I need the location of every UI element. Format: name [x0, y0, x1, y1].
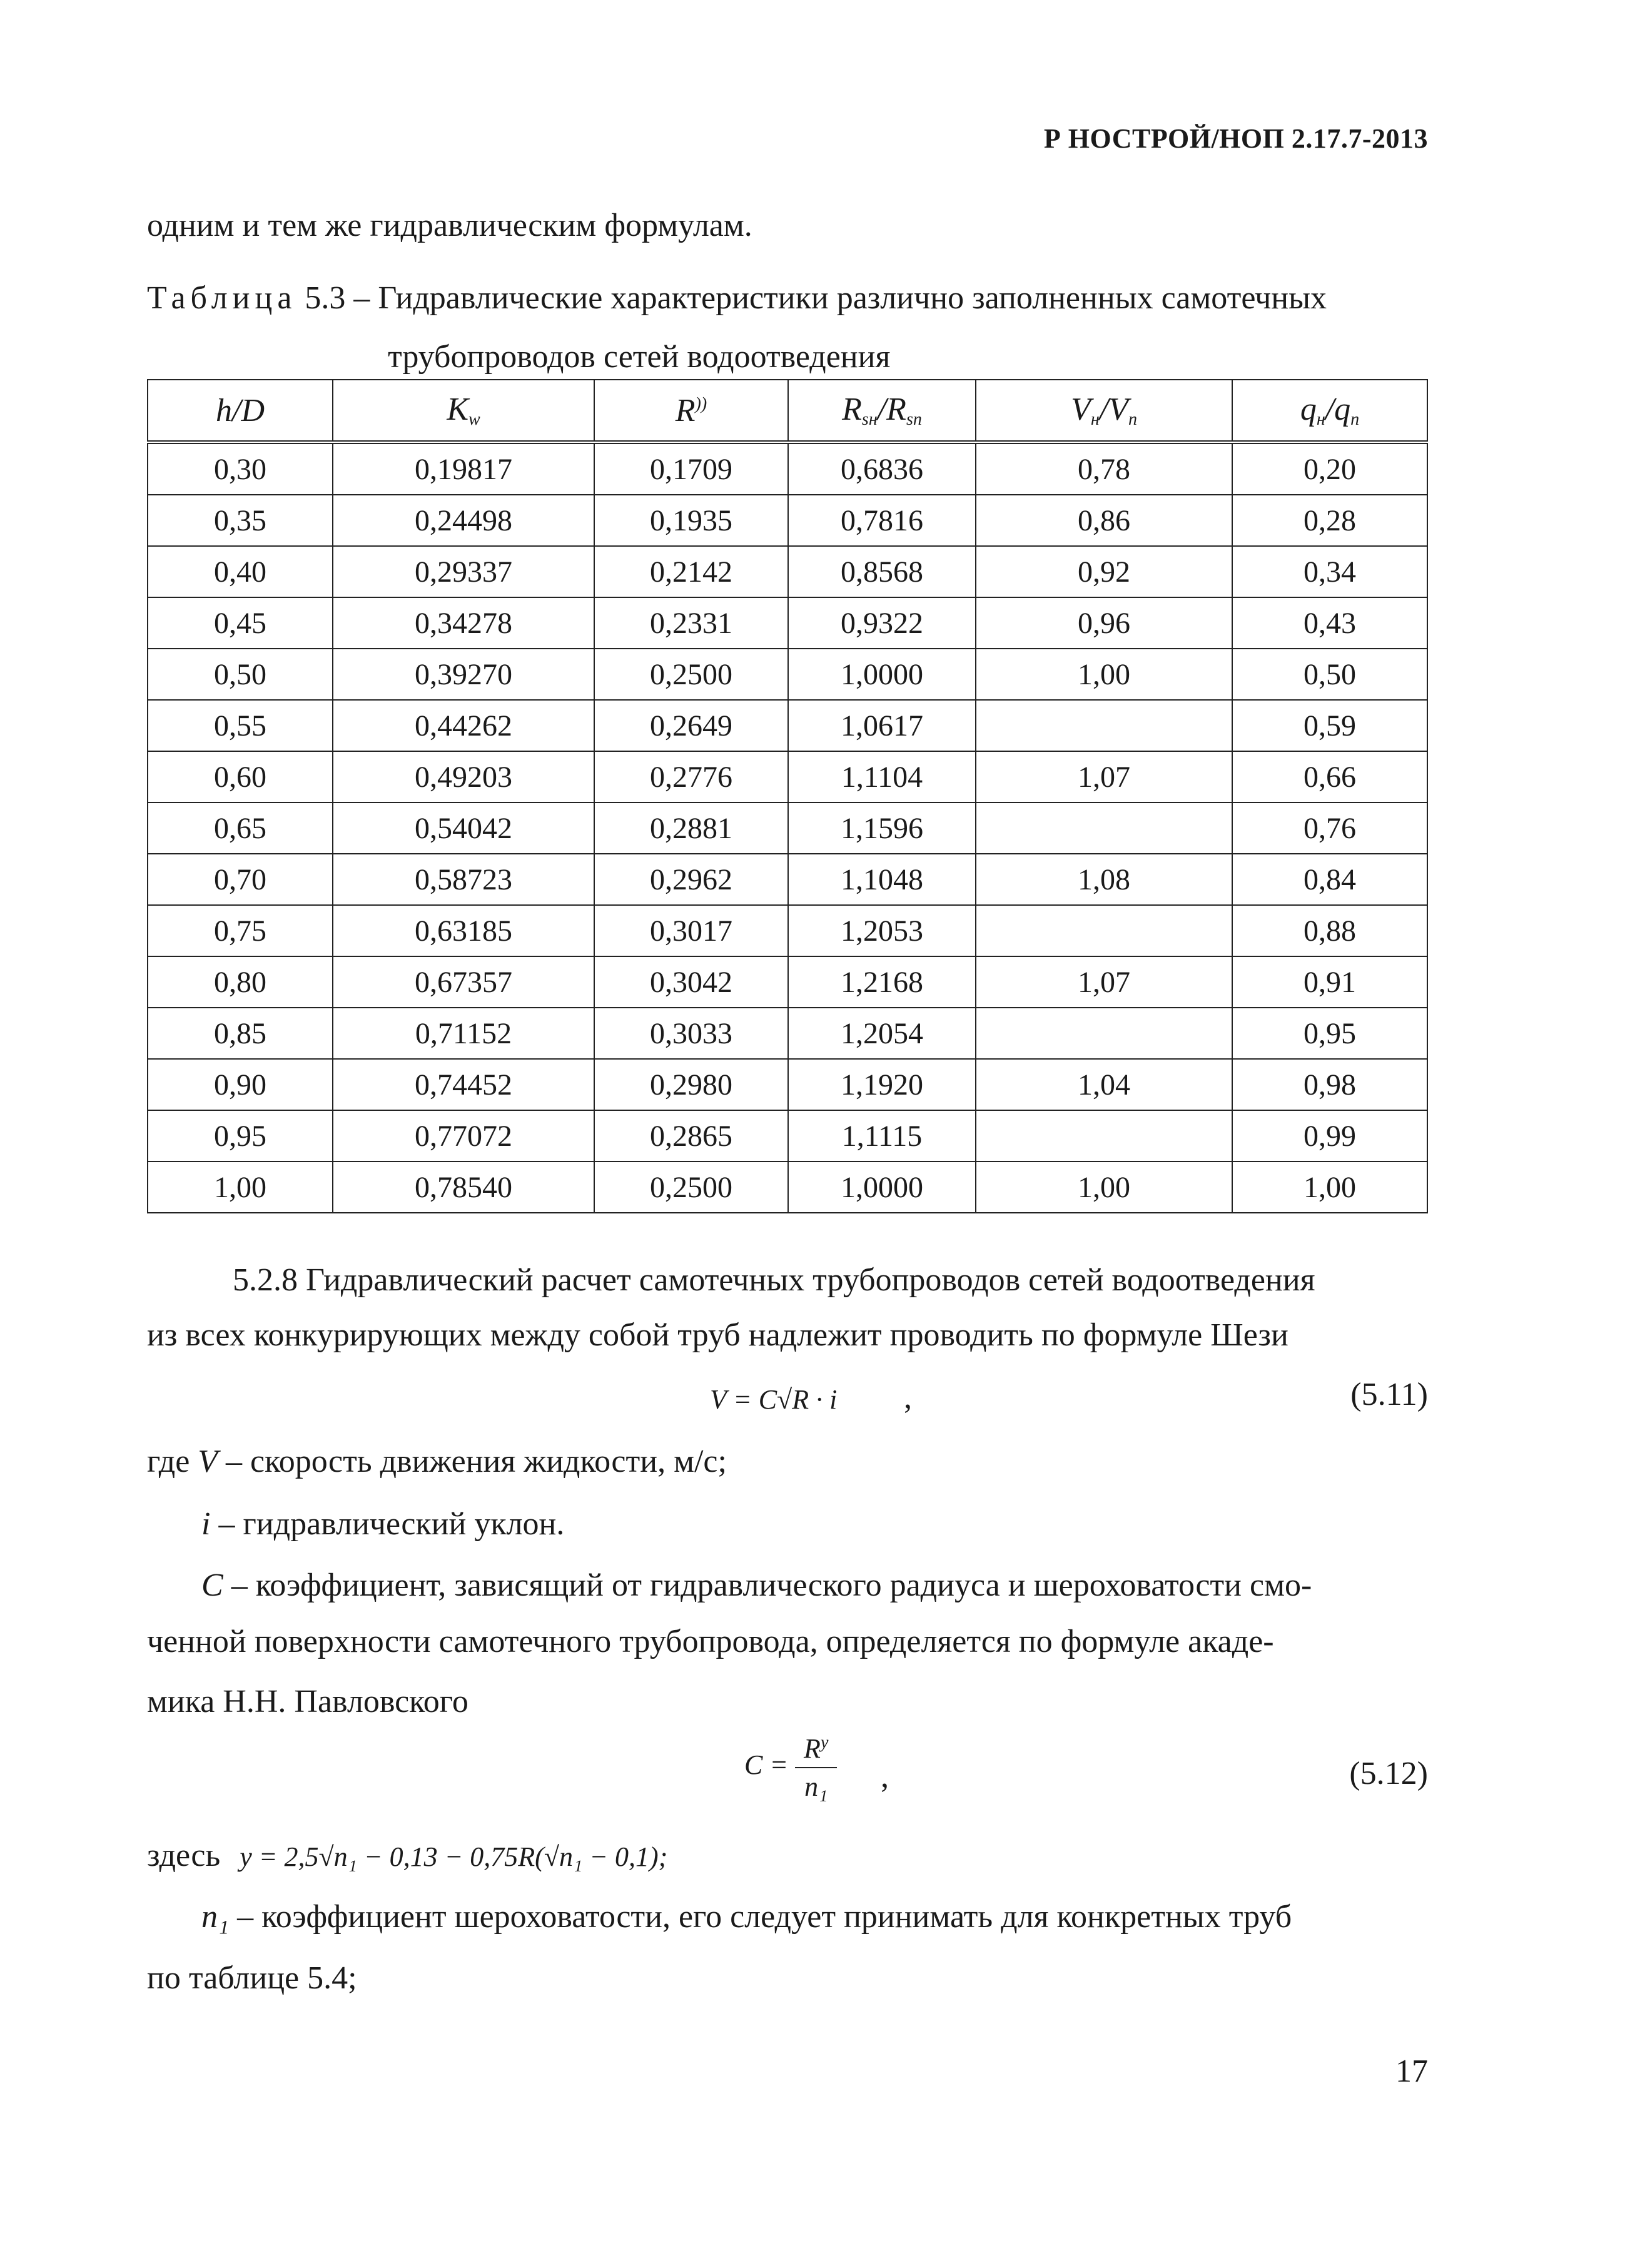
table-cell: 1,0617 [788, 700, 976, 751]
table-cell: 1,1115 [788, 1110, 976, 1162]
table-cell: 0,9322 [788, 597, 976, 649]
table-row [148, 700, 1427, 751]
table-row [148, 802, 1427, 854]
table-cell: 0,98 [1232, 1059, 1427, 1110]
table-row [148, 854, 1427, 905]
formula-5-12: C = $\frac{R^y}{\text{n₁}}$ [744, 1733, 837, 1803]
table-cell: 0,45 [148, 597, 333, 649]
definition-c-line3: мика Н.Н. Павловского [147, 1684, 468, 1719]
table-cell: 0,65 [148, 802, 333, 854]
table-cell: 0,2142 [594, 546, 788, 597]
table-cell: 0,91 [1232, 956, 1427, 1008]
table-cell: 0,35 [148, 495, 333, 546]
here-line: здесь y = 2,5√n₁ − 0,13 − 0,75R(√n₁ − 0,1); [147, 1838, 668, 1873]
table-row [148, 956, 1427, 1008]
table-header-row [148, 380, 1427, 442]
table-cell: 0,80 [148, 956, 333, 1008]
table-cell: 1,04 [976, 1059, 1232, 1110]
table-cell: 0,3042 [594, 956, 788, 1008]
table-cell: 0,29337 [333, 546, 594, 597]
table-cell: 1,1596 [788, 802, 976, 854]
header-r: R)) [594, 380, 788, 442]
intro-line: одним и тем же гидравлическим формулам. [147, 208, 752, 243]
table-cell: 0,86 [976, 495, 1232, 546]
table-cell: 0,34278 [333, 597, 594, 649]
table-cell: 0,34 [1232, 546, 1427, 597]
table-cell: 0,66 [1232, 751, 1427, 802]
table-cell: 0,2865 [594, 1110, 788, 1162]
table-cell: 0,85 [148, 1008, 333, 1059]
table-caption-line1 [147, 279, 1327, 318]
table-cell: 0,50 [148, 649, 333, 700]
table-cell [976, 905, 1232, 956]
table-caption-title: 5.3 – Гидравлические характеристики различно заполненных самотечных [305, 280, 1327, 316]
table-cell: 0,90 [148, 1059, 333, 1110]
table-cell: 0,78540 [333, 1162, 594, 1213]
table-cell: 1,00 [1232, 1162, 1427, 1213]
table-cell: 0,2962 [594, 854, 788, 905]
document-code-header: Р НОСТРОЙ/НОП 2.17.7-2013 [1043, 123, 1428, 154]
table-cell: 0,2881 [594, 802, 788, 854]
table-cell: 0,2500 [594, 649, 788, 700]
table-cell: 1,1048 [788, 854, 976, 905]
formula-5-12-comma: , [881, 1759, 889, 1795]
table-cell: 0,63185 [333, 905, 594, 956]
table-cell: 0,76 [1232, 802, 1427, 854]
table-cell: 0,40 [148, 546, 333, 597]
table-cell: 1,1104 [788, 751, 976, 802]
section-5-2-8-line1: 5.2.8 Гидравлический расчет самотечных трубопроводов сетей водоотведения [233, 1262, 1315, 1298]
header-rsn-rsp: $R_{sн}/R_{sп}$ [788, 380, 976, 442]
table-cell: 1,07 [976, 956, 1232, 1008]
table-cell: 0,49203 [333, 751, 594, 802]
table-cell: 0,77072 [333, 1110, 594, 1162]
table-cell: 1,08 [976, 854, 1232, 905]
table-cell: 0,92 [976, 546, 1232, 597]
table-row [148, 1110, 1427, 1162]
definition-c-line1: C – коэффициент, зависящий от гидравлического радиуса и шероховатости смо- [201, 1567, 1312, 1603]
table-cell: 0,2331 [594, 597, 788, 649]
table-cell: 0,99 [1232, 1110, 1427, 1162]
equation-number-5-12: (5.12) [1349, 1756, 1428, 1791]
table-row [148, 751, 1427, 802]
formula-5-11: V = C√R · i [710, 1384, 838, 1415]
formula-5-12-fraction: $\frac{R^y}{\text{n₁}}$ [795, 1733, 837, 1803]
table-cell: 0,95 [1232, 1008, 1427, 1059]
table-row [148, 905, 1427, 956]
table-cell: 1,2168 [788, 956, 976, 1008]
table-cell: 0,3033 [594, 1008, 788, 1059]
table-cell [976, 1008, 1232, 1059]
section-5-2-8-line2: из всех конкурирующих между собой труб надлежит проводить по формуле Шези [147, 1317, 1288, 1353]
table-cell: 0,55 [148, 700, 333, 751]
table-row [148, 597, 1427, 649]
table-cell: 0,30 [148, 442, 333, 495]
table-cell: 0,2500 [594, 1162, 788, 1213]
table-cell: 1,1920 [788, 1059, 976, 1110]
table-cell: 0,67357 [333, 956, 594, 1008]
table-cell: 0,7816 [788, 495, 976, 546]
table-cell [976, 700, 1232, 751]
table-cell: 0,28 [1232, 495, 1427, 546]
page-number: 17 [1395, 2053, 1428, 2089]
definition-n1-line1: n₁ – коэффициент шероховатости, его следует принимать для конкретных труб [201, 1899, 1292, 1935]
table-cell: 1,00 [976, 1162, 1232, 1213]
table-cell: 0,95 [148, 1110, 333, 1162]
definition-i: i – гидравлический уклон. [201, 1506, 565, 1542]
table-cell: 0,44262 [333, 700, 594, 751]
table-cell: 0,96 [976, 597, 1232, 649]
header-qn-qp: $q_н/q_п$ [1232, 380, 1427, 442]
table-cell: 0,58723 [333, 854, 594, 905]
table-cell: 0,2649 [594, 700, 788, 751]
table-cell: 0,43 [1232, 597, 1427, 649]
table-cell: 1,07 [976, 751, 1232, 802]
table-row [148, 1059, 1427, 1110]
table-cell: 0,84 [1232, 854, 1427, 905]
formula-5-11-comma: , [904, 1380, 912, 1415]
table-cell: 1,00 [976, 649, 1232, 700]
table-caption-label: Таблица [147, 280, 297, 316]
header-kw: $K_w$ [333, 380, 594, 442]
table-cell: 0,74452 [333, 1059, 594, 1110]
header-vn-vp: $V_н/V_п$ [976, 380, 1232, 442]
table-cell: 0,39270 [333, 649, 594, 700]
table-cell: 0,71152 [333, 1008, 594, 1059]
table-cell: 1,0000 [788, 649, 976, 700]
table-cell: 0,1935 [594, 495, 788, 546]
table-cell [976, 1110, 1232, 1162]
table-caption-line2: трубопроводов сетей водоотведения [388, 339, 891, 375]
table-cell: 0,24498 [333, 495, 594, 546]
table-cell: 0,75 [148, 905, 333, 956]
table-cell: 0,1709 [594, 442, 788, 495]
definition-n1-line2: по таблице 5.4; [147, 1960, 357, 1996]
table-cell: 1,2053 [788, 905, 976, 956]
table-cell: 0,2980 [594, 1059, 788, 1110]
definition-c-line2: ченной поверхности самотечного трубопровода, определяется по формуле акаде- [147, 1624, 1274, 1659]
table-cell: 0,19817 [333, 442, 594, 495]
table-row [148, 546, 1427, 597]
table-row [148, 442, 1427, 495]
table-cell: 0,3017 [594, 905, 788, 956]
table-cell: 0,78 [976, 442, 1232, 495]
definition-v: где V – скорость движения жидкости, м/с; [147, 1444, 727, 1479]
equation-number-5-11: (5.11) [1350, 1377, 1428, 1412]
table-cell: 0,8568 [788, 546, 976, 597]
table-cell: 0,60 [148, 751, 333, 802]
table-cell: 1,0000 [788, 1162, 976, 1213]
table-cell: 0,59 [1232, 700, 1427, 751]
table-row [148, 1008, 1427, 1059]
table-cell: 0,20 [1232, 442, 1427, 495]
table-cell [976, 802, 1232, 854]
table-row [148, 495, 1427, 546]
hydraulic-characteristics-table [147, 379, 1428, 1213]
table-cell: 0,88 [1232, 905, 1427, 956]
header-h-d: h/D [148, 380, 333, 442]
table-cell: 0,54042 [333, 802, 594, 854]
table-cell: 0,50 [1232, 649, 1427, 700]
table-cell: 1,2054 [788, 1008, 976, 1059]
table-cell: 1,00 [148, 1162, 333, 1213]
table-row [148, 649, 1427, 700]
table-cell: 0,2776 [594, 751, 788, 802]
table-cell: 0,6836 [788, 442, 976, 495]
table-row [148, 1162, 1427, 1213]
table-cell: 0,70 [148, 854, 333, 905]
